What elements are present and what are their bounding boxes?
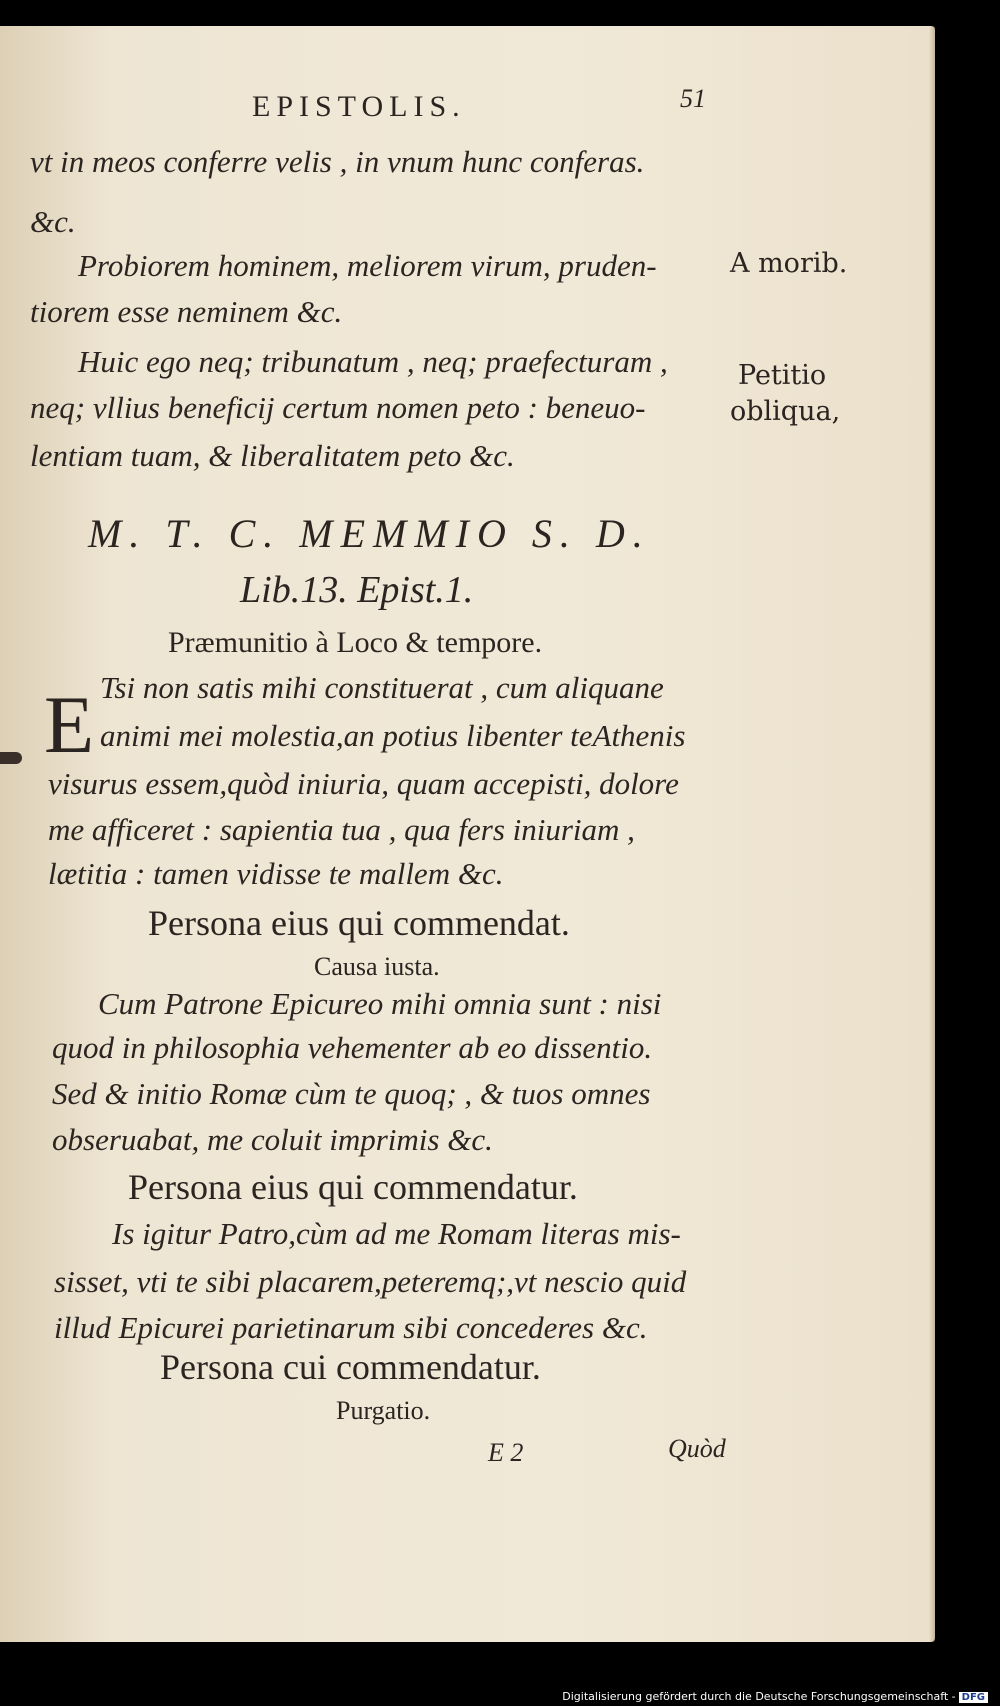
book-page: [0, 26, 935, 1642]
heading-persona-commendatur: Persona eius qui commendatur.: [128, 1167, 578, 1207]
running-head: EPISTOLIS.: [252, 90, 466, 123]
text-line-3: Probiorem hominem, meliorem virum, pruden-: [78, 248, 657, 283]
letter-line-2: animi mei molestia,an potius libenter teAthenis: [100, 718, 686, 753]
text-line-7: lentiam tuam, & liberalitatem peto &c.: [30, 438, 515, 473]
pointing-hand-icon: [0, 752, 22, 764]
margin-note-2: Petitio: [738, 360, 827, 391]
commendatur-line-1: Is igitur Patro,cùm ad me Romam literas mis-: [112, 1216, 681, 1251]
heading-causa: Causa iusta.: [314, 952, 440, 981]
page-number: 51: [680, 84, 706, 113]
page-edge-shadow: [929, 26, 935, 1642]
commendatur-line-3: illud Epicurei parietinarum sibi concederes &c.: [54, 1310, 648, 1345]
causa-line-3: Sed & initio Romæ cùm te quoq; , & tuos omnes: [52, 1076, 651, 1111]
drop-cap: E: [44, 679, 95, 770]
text-line-6: neq; vllius beneficij certum nomen peto : beneuo-: [30, 390, 646, 425]
causa-line-2: quod in philosophia vehementer ab eo dissentio.: [52, 1030, 653, 1065]
commendatur-line-2: sisset, vti te sibi placarem,peteremq;,vt nescio quid: [54, 1264, 687, 1299]
book-reference: Lib.13. Epist.1.: [240, 569, 474, 611]
letter-address: M. T. C. MEMMIO S. D.: [88, 511, 651, 556]
letter-line-3: visurus essem,quòd iniuria, quam accepisti, dolore: [48, 766, 679, 801]
letter-line-4: me afficeret : sapientia tua , qua fers iniuriam ,: [48, 812, 635, 847]
signature-mark: E 2: [488, 1438, 524, 1467]
letter-line-5: lætitia : tamen vidisse te mallem &c.: [48, 856, 504, 891]
text-line-4: tiorem esse neminem &c.: [30, 294, 343, 329]
heading-persona-commendat: Persona eius qui commendat.: [148, 903, 570, 943]
heading-purgatio: Purgatio.: [336, 1396, 431, 1425]
margin-note-3: obliqua,: [730, 396, 841, 427]
heading-persona-cui: Persona cui commendatur.: [160, 1347, 541, 1387]
causa-line-1: Cum Patrone Epicureo mihi omnia sunt : nisi: [98, 986, 662, 1021]
margin-note-1: A morib.: [730, 248, 848, 279]
text-line-1: vt in meos conferre velis , in vnum hunc conferas.: [30, 144, 645, 179]
causa-line-4: obseruabat, me coluit imprimis &c.: [52, 1122, 493, 1157]
dfg-logo: DFG: [959, 1692, 988, 1703]
text-line-5: Huic ego neq; tribunatum , neq; praefecturam ,: [78, 344, 668, 379]
digitization-footer: [562, 1690, 988, 1703]
section-heading-praemunitio: Præmunitio à Loco & tempore.: [168, 626, 543, 659]
text-line-2: &c.: [30, 204, 76, 239]
letter-line-1: Tsi non satis mihi constituerat , cum aliquane: [100, 670, 664, 705]
catchword: Quòd: [668, 1434, 726, 1463]
footer-text: Digitalisierung gefördert durch die Deutsche Forschungsgemeinschaft -: [562, 1690, 956, 1703]
